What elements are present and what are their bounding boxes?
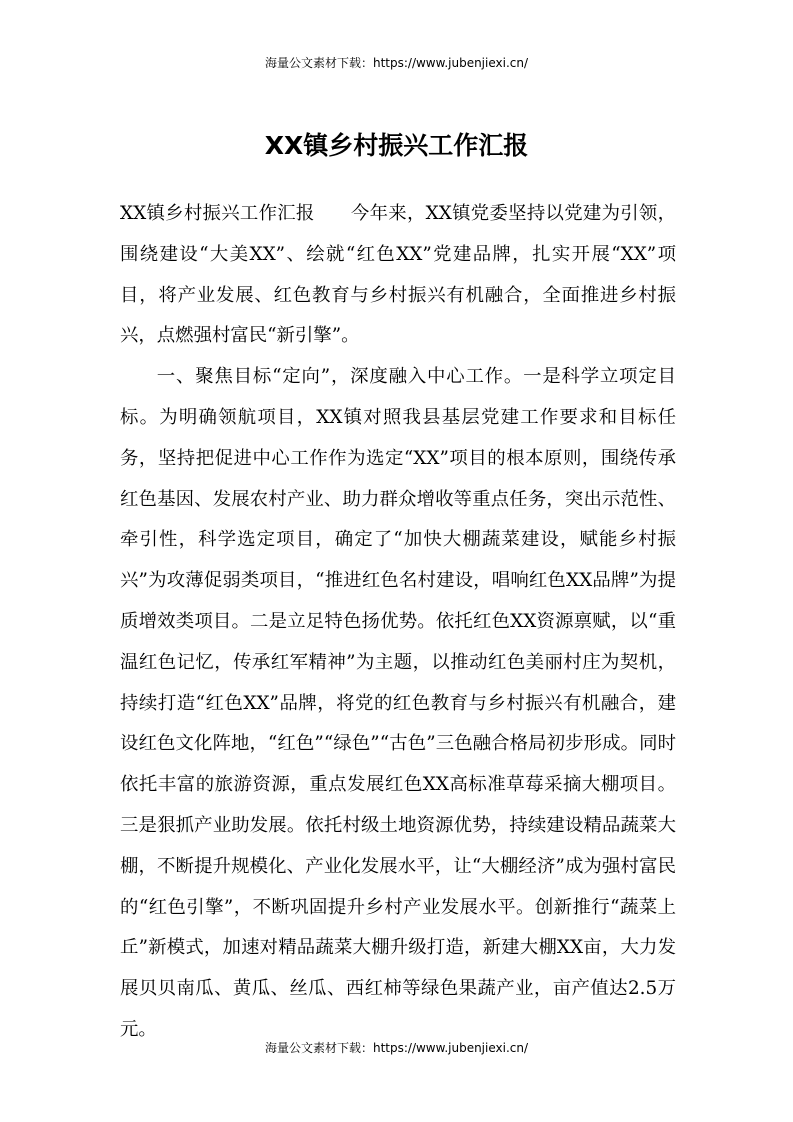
document-title: XX镇乡村振兴工作汇报: [264, 131, 529, 160]
page-header: 海量公文素材下载：https://www.jubenjiexi.cn/: [264, 56, 529, 70]
paragraph-intro: [120, 194, 676, 357]
paragraph-lead: XX镇乡村振兴工作汇报: [120, 203, 315, 224]
document-body: [120, 194, 676, 1051]
paragraph-intro-text: 今年来，XX镇党委坚持以党建为引领，围绕建设“大美XX”、绘就“红色XX”党建品牌，扎实开展“XX”项目，将产业发展、红色教育与乡村振兴有机融合，全面推进乡村振兴，点燃强村富民“新引擎”。: [120, 203, 677, 347]
paragraph-section-one: 一、聚焦目标“定向”，深度融入中心工作。一是科学立项定目标。为明确领航项目，XX镇对照我县基层党建工作要求和目标任务，坚持把促进中心工作作为选定“XX”项目的根本原则，围绕传承红色基因、发展农村产业、助力群众增收等重点任务，突出示范性、牵引性，科学选定项目，确定了“加快大棚蔬菜建设，赋能乡村振兴”为攻薄促弱类项目，“推进红色名村建设，唱响红色XX品牌”为提质增效类项目。二是立足特色扬优势。依托红色XX资源禀赋，以“重温红色记忆，传承红军精神”为主题，以推动红色美丽村庄为契机，持续打造“红色XX”品牌，将党的红色教育与乡村振兴有机融合，建设红色文化阵地，“红色”“绿色”“古色”三色融合格局初步形成。同时依托丰富的旅游资源，重点发展红色XX高标准草莓采摘大棚项目。三是狠抓产业助发展。依托村级土地资源优势，持续建设精品蔬菜大棚，不断提升规模化、产业化发展水平，让“大棚经济”成为强村富民的“红色引擎”，不断巩固提升乡村产业发展水平。创新推行“蔬菜上丘”新模式，加速对精品蔬菜大棚升级打造，新建大棚XX亩，大力发展贝贝南瓜、黄瓜、丝瓜、西红柿等绿色果蔬产业，亩产值达2.5万元。: [120, 366, 676, 1040]
page-footer: 海量公文素材下载：https://www.jubenjiexi.cn/: [264, 1041, 529, 1055]
